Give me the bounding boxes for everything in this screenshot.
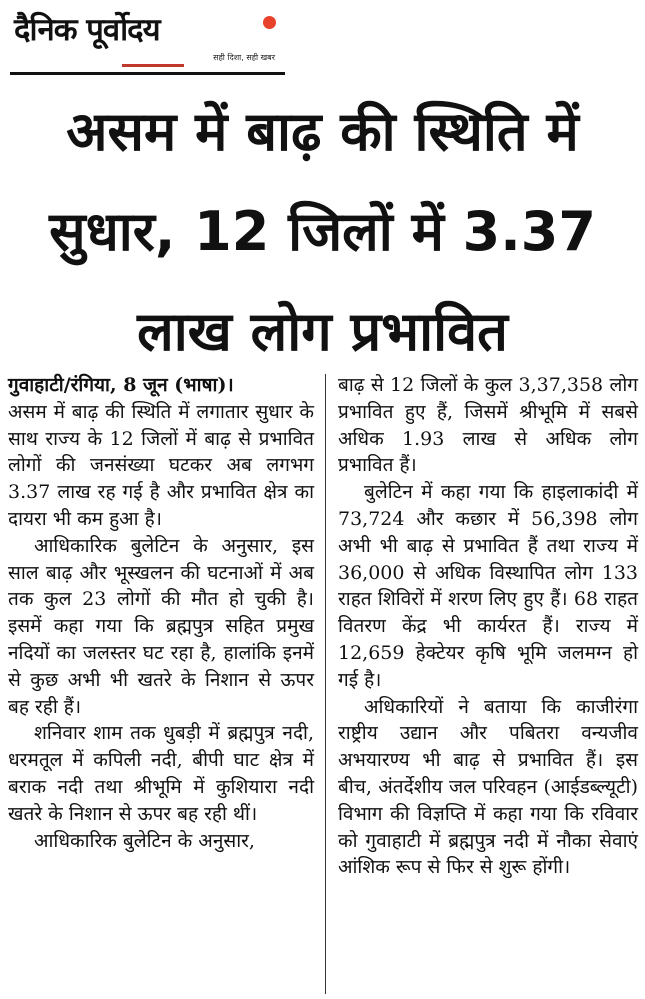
logo-dot	[263, 16, 276, 29]
article-column-left	[8, 372, 314, 854]
newspaper-tagline: सही दिशा, सही खबर	[213, 53, 275, 62]
article-headline	[0, 82, 645, 382]
column-divider	[325, 374, 326, 994]
dateline: गुवाहाटी/रंगिया, 8 जून (भाषा)।	[8, 374, 234, 396]
article-paragraph: बाढ़ से 12 जिलों के कुल 3,37,358 लोग प्रभावित हुए हैं, जिसमें श्रीभूमि में सबसे अधिक 1.93 लाख से अधिक लोग प्रभावित हैं।	[338, 374, 638, 477]
dateline-paragraph	[8, 372, 314, 399]
article-paragraph: अधिकारियों ने बताया कि काजीरंगा राष्ट्रीय उद्यान और पबितरा वन्यजीव अभयारण्य भी बाढ़ से प्रभावित हैं। इस बीच, अंतर्देशीय जल परिवहन (आईडब्ल्यूटी) विभाग की विज्ञप्ति में कहा गया कि रविवार को गुवाहाटी में ब्रह्मपुत्र नदी में नौका सेवाएं आंशिक रूप से फिर से शुरू होंगी।	[338, 695, 638, 879]
article-paragraph: आधिकारिक बुलेटिन के अनुसार,	[34, 829, 255, 852]
article-paragraph: बुलेटिन में कहा गया कि हाइलाकांदी में 73,724 और कछार में 56,398 लोग अभी भी बाढ़ से प्रभावित हैं तथा राज्य में 36,000 से अधिक विस्थापित लोग 133 राहत शिविरों में शरण लिए हुए हैं। 68 राहत वितरण केंद्र भी कार्यरत हैं। राज्य में 12,659 हेक्टेयर कृषि भूमि जलमग्न हो गई है।	[338, 481, 638, 691]
article-column-right	[338, 372, 638, 881]
headline-line-2: सुधार, 12 जिलों में 3.37	[49, 200, 596, 263]
newspaper-masthead	[10, 8, 285, 75]
masthead-accent-line	[122, 64, 184, 67]
headline-line-3: लाख लोग प्रभावित	[137, 300, 508, 363]
article-paragraph: शनिवार शाम तक धुबड़ी में ब्रह्मपुत्र नदी, धरमतूल में कपिली नदी, बीपी घाट क्षेत्र में बराक नदी तथा श्रीभूमि में कुशियारा नदी खतरे के निशान से ऊपर बह रही थीं।	[8, 722, 314, 825]
article-paragraph: असम में बाढ़ की स्थिति में लगातार सुधार के साथ राज्य के 12 जिलों में बाढ़ से प्रभावित लोगों की जनसंख्या घटकर अब लगभग 3.37 लाख रह गई है और प्रभावित क्षेत्र का दायरा भी कम हुआ है।	[8, 400, 314, 530]
article-paragraph: आधिकारिक बुलेटिन के अनुसार, इस साल बाढ़ और भूस्खलन की घटनाओं में अब तक कुल 23 लोगों की मौत हो चुकी है। इसमें कहा गया कि ब्रह्मपुत्र सहित प्रमुख नदियों का जलस्तर घट रहा है, हालांकि इनमें से कुछ अभी भी खतरे के निशान से ऊपर बह रही हैं।	[8, 534, 314, 718]
newspaper-name: दैनिक पूर्वोदय	[14, 12, 160, 48]
headline-line-1: असम में बाढ़ की स्थिति में	[66, 100, 579, 163]
